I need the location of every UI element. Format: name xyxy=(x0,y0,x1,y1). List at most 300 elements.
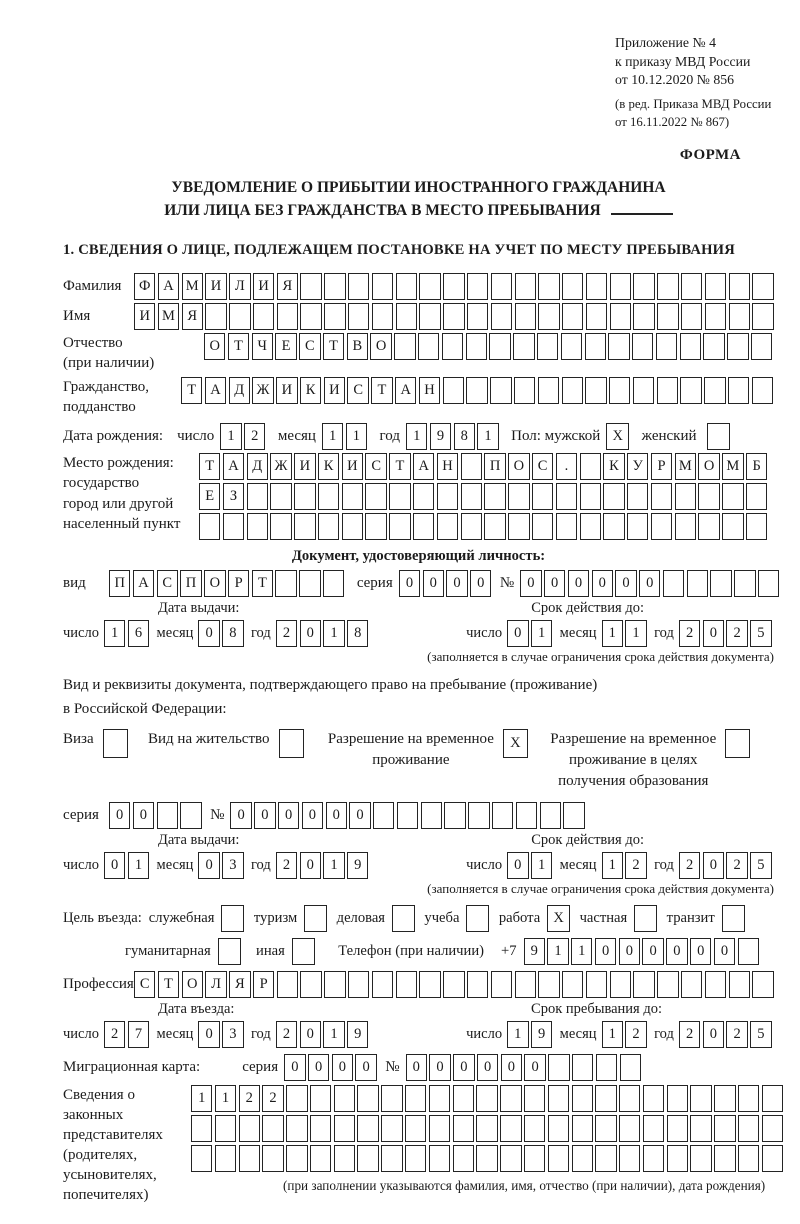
char-cell[interactable]: 1 xyxy=(220,423,241,450)
char-cell[interactable]: 1 xyxy=(602,620,623,647)
char-cell[interactable] xyxy=(419,273,440,300)
char-cell[interactable]: 5 xyxy=(750,620,771,647)
char-cell[interactable]: 5 xyxy=(750,1021,771,1048)
char-cell[interactable] xyxy=(484,483,505,510)
char-cell[interactable] xyxy=(532,513,553,540)
char-cell[interactable]: 0 xyxy=(406,1054,427,1081)
char-cell[interactable]: 0 xyxy=(524,1054,545,1081)
char-cell[interactable] xyxy=(199,513,220,540)
char-cell[interactable]: 0 xyxy=(284,1054,305,1081)
char-cell[interactable] xyxy=(538,377,559,404)
char-cell[interactable]: 0 xyxy=(109,802,130,829)
char-cell[interactable] xyxy=(540,802,561,829)
char-cell[interactable]: Е xyxy=(199,483,220,510)
char-cell[interactable]: 2 xyxy=(726,1021,747,1048)
char-cell[interactable]: 0 xyxy=(666,938,687,965)
char-cell[interactable] xyxy=(707,423,730,450)
char-cell[interactable] xyxy=(656,333,677,360)
char-cell[interactable]: Ф xyxy=(134,273,155,300)
char-cell[interactable] xyxy=(466,333,487,360)
char-cell[interactable] xyxy=(634,905,657,932)
char-cell[interactable]: 1 xyxy=(323,620,344,647)
char-cell[interactable] xyxy=(610,273,631,300)
char-cell[interactable] xyxy=(729,971,750,998)
char-cell[interactable] xyxy=(365,513,386,540)
char-cell[interactable]: К xyxy=(603,453,624,480)
char-cell[interactable] xyxy=(394,333,415,360)
char-cell[interactable] xyxy=(657,303,678,330)
char-cell[interactable] xyxy=(419,303,440,330)
char-cell[interactable] xyxy=(270,513,291,540)
char-cell[interactable] xyxy=(680,377,701,404)
char-cell[interactable] xyxy=(746,483,767,510)
char-cell[interactable]: 0 xyxy=(302,802,323,829)
purpose-humanitarian-checkbox[interactable] xyxy=(218,938,243,965)
residence-permit-checkbox[interactable] xyxy=(279,729,306,758)
char-cell[interactable]: 0 xyxy=(254,802,275,829)
char-cell[interactable] xyxy=(500,1145,521,1172)
char-cell[interactable]: А xyxy=(205,377,226,404)
char-cell[interactable] xyxy=(548,1054,569,1081)
char-cell[interactable]: О xyxy=(204,333,225,360)
char-cell[interactable]: А xyxy=(223,453,244,480)
char-cell[interactable]: Р xyxy=(651,453,672,480)
char-cell[interactable]: 0 xyxy=(446,570,467,597)
char-cell[interactable] xyxy=(466,905,489,932)
char-cell[interactable]: С xyxy=(299,333,320,360)
char-cell[interactable]: 2 xyxy=(679,1021,700,1048)
char-cell[interactable]: 1 xyxy=(507,1021,528,1048)
char-cell[interactable] xyxy=(508,483,529,510)
char-cell[interactable] xyxy=(667,1115,688,1142)
char-cell[interactable] xyxy=(490,377,511,404)
char-cell[interactable] xyxy=(461,453,482,480)
char-cell[interactable] xyxy=(292,938,315,965)
char-cell[interactable]: 0 xyxy=(104,852,125,879)
char-cell[interactable]: П xyxy=(180,570,201,597)
char-cell[interactable] xyxy=(722,513,743,540)
char-cell[interactable]: М xyxy=(158,303,179,330)
char-cell[interactable] xyxy=(734,570,755,597)
char-cell[interactable] xyxy=(705,273,726,300)
char-cell[interactable] xyxy=(215,1115,236,1142)
char-cell[interactable]: 0 xyxy=(355,1054,376,1081)
char-cell[interactable]: 1 xyxy=(547,938,568,965)
char-cell[interactable] xyxy=(556,513,577,540)
char-cell[interactable] xyxy=(443,377,464,404)
char-cell[interactable] xyxy=(548,1115,569,1142)
char-cell[interactable] xyxy=(562,377,583,404)
char-cell[interactable]: 2 xyxy=(625,852,646,879)
purpose-business-checkbox[interactable] xyxy=(221,905,246,932)
char-cell[interactable] xyxy=(595,1115,616,1142)
char-cell[interactable] xyxy=(205,303,226,330)
char-cell[interactable] xyxy=(453,1115,474,1142)
char-cell[interactable] xyxy=(437,513,458,540)
char-cell[interactable] xyxy=(103,729,128,758)
char-cell[interactable]: Р xyxy=(228,570,249,597)
char-cell[interactable] xyxy=(738,1145,759,1172)
char-cell[interactable]: Е xyxy=(275,333,296,360)
purpose-study-checkbox[interactable] xyxy=(466,905,491,932)
char-cell[interactable] xyxy=(572,1085,593,1112)
char-cell[interactable] xyxy=(514,377,535,404)
char-cell[interactable] xyxy=(515,303,536,330)
char-cell[interactable]: 0 xyxy=(507,852,528,879)
char-cell[interactable]: 0 xyxy=(544,570,565,597)
char-cell[interactable]: 0 xyxy=(507,620,528,647)
char-cell[interactable]: О xyxy=(182,971,203,998)
char-cell[interactable] xyxy=(294,513,315,540)
char-cell[interactable] xyxy=(324,971,345,998)
char-cell[interactable]: О xyxy=(204,570,225,597)
char-cell[interactable]: 0 xyxy=(423,570,444,597)
char-cell[interactable] xyxy=(632,333,653,360)
char-cell[interactable] xyxy=(405,1115,426,1142)
char-cell[interactable] xyxy=(437,483,458,510)
char-cell[interactable] xyxy=(538,303,559,330)
char-cell[interactable]: 0 xyxy=(278,802,299,829)
char-cell[interactable]: 0 xyxy=(198,852,219,879)
char-cell[interactable]: А xyxy=(395,377,416,404)
char-cell[interactable] xyxy=(698,483,719,510)
char-cell[interactable]: 2 xyxy=(726,852,747,879)
char-cell[interactable] xyxy=(513,333,534,360)
char-cell[interactable] xyxy=(572,1115,593,1142)
char-cell[interactable] xyxy=(247,483,268,510)
char-cell[interactable] xyxy=(334,1085,355,1112)
char-cell[interactable] xyxy=(722,905,745,932)
char-cell[interactable] xyxy=(651,483,672,510)
char-cell[interactable] xyxy=(714,1115,735,1142)
char-cell[interactable] xyxy=(643,1115,664,1142)
char-cell[interactable] xyxy=(500,1115,521,1142)
char-cell[interactable] xyxy=(657,273,678,300)
char-cell[interactable] xyxy=(467,273,488,300)
char-cell[interactable]: 9 xyxy=(347,1021,368,1048)
char-cell[interactable] xyxy=(603,483,624,510)
char-cell[interactable]: О xyxy=(508,453,529,480)
char-cell[interactable] xyxy=(633,273,654,300)
char-cell[interactable] xyxy=(389,483,410,510)
char-cell[interactable] xyxy=(725,729,750,758)
char-cell[interactable]: И xyxy=(276,377,297,404)
char-cell[interactable] xyxy=(524,1085,545,1112)
char-cell[interactable] xyxy=(698,513,719,540)
char-cell[interactable]: 1 xyxy=(531,852,552,879)
char-cell[interactable] xyxy=(218,938,241,965)
char-cell[interactable]: 0 xyxy=(300,620,321,647)
char-cell[interactable] xyxy=(191,1115,212,1142)
char-cell[interactable] xyxy=(524,1115,545,1142)
char-cell[interactable]: 1 xyxy=(128,852,149,879)
char-cell[interactable] xyxy=(619,1145,640,1172)
char-cell[interactable] xyxy=(619,1115,640,1142)
char-cell[interactable]: 3 xyxy=(222,1021,243,1048)
char-cell[interactable] xyxy=(603,513,624,540)
char-cell[interactable] xyxy=(389,513,410,540)
char-cell[interactable] xyxy=(675,513,696,540)
char-cell[interactable]: С xyxy=(347,377,368,404)
char-cell[interactable] xyxy=(397,802,418,829)
char-cell[interactable] xyxy=(610,303,631,330)
char-cell[interactable] xyxy=(357,1085,378,1112)
char-cell[interactable] xyxy=(466,377,487,404)
char-cell[interactable] xyxy=(758,570,779,597)
char-cell[interactable]: X xyxy=(547,905,570,932)
char-cell[interactable] xyxy=(467,303,488,330)
char-cell[interactable]: П xyxy=(109,570,130,597)
char-cell[interactable] xyxy=(223,513,244,540)
char-cell[interactable]: 1 xyxy=(191,1085,212,1112)
char-cell[interactable] xyxy=(515,273,536,300)
char-cell[interactable] xyxy=(657,377,678,404)
char-cell[interactable] xyxy=(286,1085,307,1112)
char-cell[interactable] xyxy=(476,1145,497,1172)
char-cell[interactable]: 0 xyxy=(501,1054,522,1081)
char-cell[interactable]: Д xyxy=(229,377,250,404)
char-cell[interactable]: Я xyxy=(182,303,203,330)
char-cell[interactable] xyxy=(381,1115,402,1142)
char-cell[interactable]: 2 xyxy=(104,1021,125,1048)
char-cell[interactable] xyxy=(310,1085,331,1112)
char-cell[interactable] xyxy=(738,1085,759,1112)
char-cell[interactable]: Т xyxy=(181,377,202,404)
char-cell[interactable]: Л xyxy=(229,273,250,300)
char-cell[interactable] xyxy=(299,570,320,597)
char-cell[interactable] xyxy=(491,303,512,330)
char-cell[interactable] xyxy=(443,303,464,330)
char-cell[interactable] xyxy=(609,377,630,404)
char-cell[interactable]: А xyxy=(158,273,179,300)
char-cell[interactable] xyxy=(221,905,244,932)
char-cell[interactable] xyxy=(681,273,702,300)
char-cell[interactable] xyxy=(538,273,559,300)
char-cell[interactable] xyxy=(453,1145,474,1172)
char-cell[interactable]: 8 xyxy=(222,620,243,647)
char-cell[interactable]: З xyxy=(223,483,244,510)
char-cell[interactable] xyxy=(752,273,773,300)
char-cell[interactable] xyxy=(381,1085,402,1112)
char-cell[interactable] xyxy=(680,333,701,360)
char-cell[interactable] xyxy=(714,1085,735,1112)
char-cell[interactable] xyxy=(489,333,510,360)
sex-female-checkbox[interactable] xyxy=(707,423,732,450)
char-cell[interactable]: 1 xyxy=(323,852,344,879)
char-cell[interactable]: 0 xyxy=(230,802,251,829)
char-cell[interactable]: П xyxy=(484,453,505,480)
char-cell[interactable]: 2 xyxy=(276,620,297,647)
char-cell[interactable] xyxy=(300,273,321,300)
char-cell[interactable] xyxy=(323,570,344,597)
char-cell[interactable]: 0 xyxy=(399,570,420,597)
char-cell[interactable]: 1 xyxy=(215,1085,236,1112)
char-cell[interactable]: 1 xyxy=(477,423,498,450)
char-cell[interactable]: 0 xyxy=(703,852,724,879)
char-cell[interactable]: 0 xyxy=(300,1021,321,1048)
char-cell[interactable] xyxy=(596,1054,617,1081)
char-cell[interactable]: С xyxy=(365,453,386,480)
purpose-transit-checkbox[interactable] xyxy=(722,905,747,932)
char-cell[interactable]: 2 xyxy=(239,1085,260,1112)
char-cell[interactable] xyxy=(562,303,583,330)
temp-residence-checkbox[interactable] xyxy=(503,729,530,758)
char-cell[interactable] xyxy=(443,273,464,300)
char-cell[interactable]: И xyxy=(324,377,345,404)
char-cell[interactable]: 0 xyxy=(520,570,541,597)
char-cell[interactable]: 0 xyxy=(349,802,370,829)
char-cell[interactable] xyxy=(270,483,291,510)
purpose-other-checkbox[interactable] xyxy=(292,938,317,965)
char-cell[interactable] xyxy=(239,1145,260,1172)
char-cell[interactable] xyxy=(429,1115,450,1142)
char-cell[interactable]: 0 xyxy=(615,570,636,597)
char-cell[interactable] xyxy=(586,303,607,330)
char-cell[interactable] xyxy=(619,1085,640,1112)
char-cell[interactable] xyxy=(484,513,505,540)
char-cell[interactable]: 9 xyxy=(524,938,545,965)
char-cell[interactable]: 1 xyxy=(322,423,343,450)
char-cell[interactable] xyxy=(348,303,369,330)
char-cell[interactable]: 2 xyxy=(679,620,700,647)
char-cell[interactable]: 0 xyxy=(429,1054,450,1081)
char-cell[interactable] xyxy=(508,513,529,540)
char-cell[interactable]: 0 xyxy=(477,1054,498,1081)
temp-residence-edu-checkbox[interactable] xyxy=(725,729,752,758)
char-cell[interactable]: К xyxy=(318,453,339,480)
char-cell[interactable] xyxy=(643,1145,664,1172)
char-cell[interactable] xyxy=(572,1054,593,1081)
char-cell[interactable] xyxy=(277,303,298,330)
char-cell[interactable] xyxy=(705,303,726,330)
char-cell[interactable]: С xyxy=(134,971,155,998)
char-cell[interactable] xyxy=(746,513,767,540)
char-cell[interactable] xyxy=(710,570,731,597)
char-cell[interactable] xyxy=(690,1085,711,1112)
char-cell[interactable] xyxy=(413,513,434,540)
char-cell[interactable] xyxy=(286,1115,307,1142)
char-cell[interactable] xyxy=(585,333,606,360)
char-cell[interactable] xyxy=(443,971,464,998)
char-cell[interactable]: . xyxy=(556,453,577,480)
char-cell[interactable]: И xyxy=(134,303,155,330)
char-cell[interactable]: 2 xyxy=(726,620,747,647)
char-cell[interactable] xyxy=(690,1115,711,1142)
char-cell[interactable] xyxy=(586,273,607,300)
char-cell[interactable]: 0 xyxy=(619,938,640,965)
char-cell[interactable] xyxy=(627,513,648,540)
char-cell[interactable] xyxy=(396,273,417,300)
char-cell[interactable]: 3 xyxy=(222,852,243,879)
char-cell[interactable] xyxy=(681,303,702,330)
char-cell[interactable] xyxy=(157,802,178,829)
char-cell[interactable] xyxy=(413,483,434,510)
char-cell[interactable] xyxy=(396,303,417,330)
char-cell[interactable] xyxy=(429,1085,450,1112)
char-cell[interactable] xyxy=(675,483,696,510)
char-cell[interactable]: 0 xyxy=(308,1054,329,1081)
char-cell[interactable] xyxy=(342,483,363,510)
char-cell[interactable] xyxy=(667,1085,688,1112)
char-cell[interactable] xyxy=(620,1054,641,1081)
char-cell[interactable] xyxy=(300,303,321,330)
char-cell[interactable] xyxy=(476,1085,497,1112)
char-cell[interactable] xyxy=(461,513,482,540)
char-cell[interactable]: 1 xyxy=(406,423,427,450)
char-cell[interactable] xyxy=(294,483,315,510)
char-cell[interactable] xyxy=(681,971,702,998)
char-cell[interactable] xyxy=(572,1145,593,1172)
char-cell[interactable] xyxy=(633,377,654,404)
char-cell[interactable]: Ж xyxy=(252,377,273,404)
char-cell[interactable] xyxy=(442,333,463,360)
char-cell[interactable] xyxy=(690,1145,711,1172)
char-cell[interactable]: Б xyxy=(746,453,767,480)
char-cell[interactable] xyxy=(729,273,750,300)
char-cell[interactable] xyxy=(324,273,345,300)
char-cell[interactable]: 1 xyxy=(346,423,367,450)
char-cell[interactable] xyxy=(562,971,583,998)
char-cell[interactable] xyxy=(538,971,559,998)
char-cell[interactable]: 0 xyxy=(595,938,616,965)
char-cell[interactable] xyxy=(548,1145,569,1172)
char-cell[interactable] xyxy=(253,303,274,330)
char-cell[interactable] xyxy=(563,802,584,829)
char-cell[interactable] xyxy=(357,1145,378,1172)
char-cell[interactable]: О xyxy=(370,333,391,360)
char-cell[interactable] xyxy=(275,570,296,597)
char-cell[interactable]: Я xyxy=(229,971,250,998)
purpose-work-checkbox[interactable] xyxy=(547,905,572,932)
char-cell[interactable] xyxy=(191,1145,212,1172)
char-cell[interactable] xyxy=(373,802,394,829)
char-cell[interactable]: 9 xyxy=(531,1021,552,1048)
char-cell[interactable]: И xyxy=(205,273,226,300)
char-cell[interactable]: 5 xyxy=(750,852,771,879)
char-cell[interactable] xyxy=(476,1115,497,1142)
char-cell[interactable] xyxy=(357,1115,378,1142)
char-cell[interactable] xyxy=(704,377,725,404)
char-cell[interactable] xyxy=(419,971,440,998)
char-cell[interactable]: О xyxy=(698,453,719,480)
char-cell[interactable] xyxy=(304,905,327,932)
char-cell[interactable] xyxy=(405,1145,426,1172)
char-cell[interactable]: С xyxy=(157,570,178,597)
char-cell[interactable] xyxy=(729,303,750,330)
char-cell[interactable] xyxy=(752,377,773,404)
char-cell[interactable] xyxy=(279,729,304,758)
char-cell[interactable] xyxy=(580,483,601,510)
char-cell[interactable] xyxy=(500,1085,521,1112)
char-cell[interactable] xyxy=(633,971,654,998)
char-cell[interactable]: 2 xyxy=(276,852,297,879)
char-cell[interactable] xyxy=(372,273,393,300)
char-cell[interactable]: 8 xyxy=(347,620,368,647)
char-cell[interactable] xyxy=(342,513,363,540)
char-cell[interactable] xyxy=(595,1085,616,1112)
char-cell[interactable]: 1 xyxy=(625,620,646,647)
char-cell[interactable] xyxy=(492,802,513,829)
char-cell[interactable] xyxy=(562,273,583,300)
char-cell[interactable]: 1 xyxy=(571,938,592,965)
char-cell[interactable] xyxy=(580,513,601,540)
char-cell[interactable]: Р xyxy=(253,971,274,998)
char-cell[interactable] xyxy=(561,333,582,360)
char-cell[interactable]: 0 xyxy=(642,938,663,965)
purpose-private-checkbox[interactable] xyxy=(634,905,659,932)
char-cell[interactable] xyxy=(585,377,606,404)
char-cell[interactable] xyxy=(491,273,512,300)
